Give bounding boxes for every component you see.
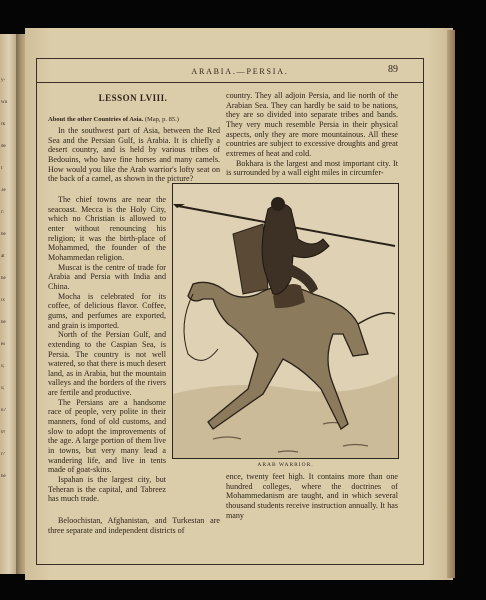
adjacent-page-fragment: s; [1,364,5,369]
page-number: 89 [388,64,398,75]
paragraph-bokhara-continued: ence, twenty feet high. It contains more than one hundred colleges, where the doctrines of Mohammedanism are taught, and in which several thousand students receive instruction annually. It has many [226,472,398,520]
page-edge [447,30,455,578]
adjacent-page-fragment: r: [1,210,5,215]
running-title: ARABIA.—PERSIA. [191,67,289,76]
paragraph-bokhara: Bokhara is the largest and most important city. It is surrounded by a wall eight miles in circumfer- [226,158,398,178]
warrior-head [271,197,285,211]
paragraph-ispahan: Ispahan is the largest city, but Teheran is the capital, and Tabreez has much trade. [48,475,166,504]
lesson-subtitle [48,116,220,123]
text-column-right-top [226,91,398,178]
paragraph-muscat: Muscat is the centre of trade for Arabia and Persia with India and China. [48,262,166,291]
paragraph-towns: The chief towns are near the seacoast. Mecca is the Holy City, which no Christian is allowed to enter without renouncing his religion; it was the birth-place of Mohammed, the founder of the Mohammedan religion. [48,195,166,262]
engraving [173,184,399,459]
adjacent-page-fragment: r? [1,452,5,457]
paragraph-districts [48,516,220,535]
adjacent-page-fragment: he [1,276,6,281]
adjacent-page-fragment: wu [1,100,8,105]
adjacent-page-fragment: he [1,320,6,325]
adjacent-page-fragment: t [1,166,3,171]
subtitle-text: About the other Countries of Asia. [48,116,144,123]
adjacent-page [0,34,16,574]
paragraph-mocha: Mocha is celebrated for its coffee, of delicious flavor. Coffee, gums, and perfumes are exported, and grain is imported. [48,291,166,330]
illustration-caption: ARAB WARRIOR. [257,462,314,468]
adjacent-page-fragment: ix [1,298,5,303]
paragraph-arabia: In the southwest part of Asia, between the Red Sea and the Persian Gulf, is Arabia. It is chiefly a desert country, and is held by various tribes of Bedouins, who have fine horses and many camels. How would you like the Arab warrior's lofty seat on the back of a camel, as shown in the picture? [48,126,220,184]
illustration-arab-warrior [172,183,399,459]
paragraph-persia: North of the Persian Gulf, and extending to the Caspian Sea, is Persia. The country is not well watered, so that there is much desert land, as in Arabia, but the mountain valleys and the borders of the rivers are fertile and productive. [48,330,166,398]
adjacent-page-fragment: he [1,474,6,479]
adjacent-page-fragment: 3e [1,188,6,193]
adjacent-page-fragment: be [1,232,6,237]
adjacent-page-fragment: 0! [1,430,6,435]
text-column-right-bottom [226,472,398,520]
adjacent-page-fragment: s; [1,386,5,391]
paragraph-countries: country. They all adjoin Persia, and lie north of the Arabian Sea. They can hardly be said to be nations, they are so divided into separate tribes and bands. They very much resemble Persia in their physical aspects, only they are more mountainous. All these countries are subject to excessive droughts and great extremes of heat and cold. [226,91,398,158]
lesson-title: LESSON LVIII. [98,93,168,103]
adjacent-page-fragment: rk [1,122,6,127]
adjacent-page-fragment: at [1,254,5,259]
map-reference: (Map, p. 85.) [144,116,179,123]
header-rule [36,82,424,83]
adjacent-page-fragment: es [1,342,6,347]
adjacent-page-fragment: de [1,144,6,149]
text-column-left-top [48,126,220,184]
adjacent-page-fragment: y- [1,78,6,83]
paragraph-persians: The Persians are a handsome race of people, very polite in their manners, fond of old customs, and slow to adopt the improvements of the age. A large portion of them live in towns, but very many lead a wandering life, and live in tents made of goat-skins. [48,397,166,475]
districts-text: Beloochistan, Afghanistan, and Turkestan are three separate and independent districts of [48,516,220,535]
text-column-left-narrow [48,195,166,504]
adjacent-page-fragment: n? [1,408,6,413]
